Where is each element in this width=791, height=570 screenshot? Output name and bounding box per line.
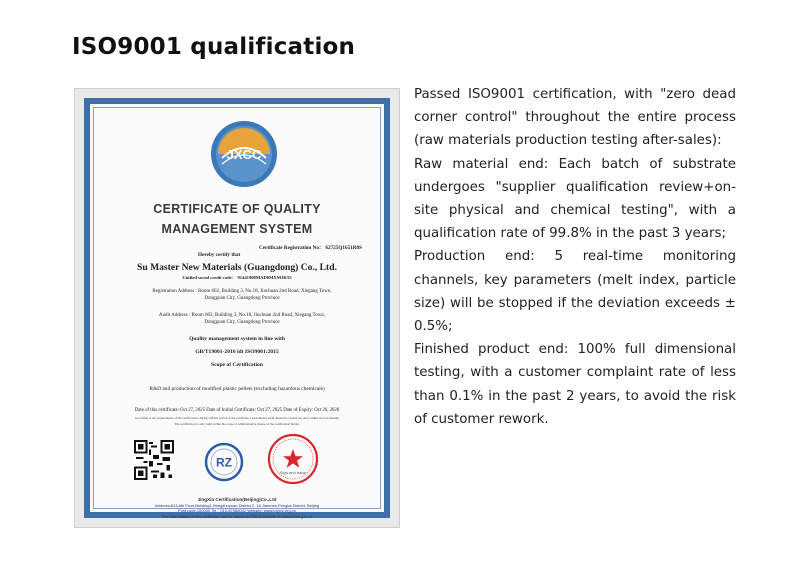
cert-company: Su Master New Materials (Guangdong) Co., Ltd.: [137, 262, 337, 273]
cert-note-2: The certification is only valid within the scope of administrative license of the certification holder.: [174, 422, 300, 426]
description-finished: Finished product end: 100% full dimensional testing, with a customer complaint rate of less than 0.1% in the past 2 years, to avoid the risk of customer rework.: [414, 342, 736, 427]
logo-text: JXCC: [226, 147, 262, 162]
cert-dates: Date of this certificate: Oct 27, 2025 Date of Initial Certificate: Oct 27, 2025 Date of Expiry: Oct 26, 2028: [134, 408, 340, 413]
cert-audit-address-line: Audit Address : Room 602, Building 3, No.18, Jinchuan 2nd Road, Xiegang Town,: [158, 313, 326, 318]
certification-logo-icon: [208, 118, 280, 190]
cert-footer: [90, 497, 384, 519]
certificate-image: [74, 88, 400, 528]
page-title: ISO9001 qualification: [72, 34, 356, 60]
cert-registration-address: [120, 288, 364, 302]
seal-label: Sign and issue: [279, 470, 307, 475]
cert-qms-line-1: Quality management system in line with: [189, 336, 285, 342]
cert-footer-info: The information of this certificate can be found on CNCA website at www.cnca.gov.cn: [161, 513, 313, 519]
description-intro: Passed ISO9001 certification, with "zero dead corner control" throughout the entire process (raw materials production testing after-sales):: [414, 87, 736, 149]
cert-footer-name: JingXin Certification(Beijing)Co.,Ltd: [197, 497, 277, 502]
cert-registration-address-line: Dongguan City, Guangdong Province: [204, 296, 280, 301]
official-seal-icon: [266, 432, 320, 486]
cert-audit-address: [120, 312, 364, 326]
cert-qms-line-2: GB/T19001-2016 idt ISO9001:2015: [195, 349, 279, 355]
cert-scope: R&D and production of modified plastic pellets (excluding hazardous chemicals): [149, 386, 325, 392]
cert-note-1: According to the requirements of the certification, during validity period of the certificate a surveillance audit should be carried out once within each 12 months.: [134, 416, 340, 420]
cert-registration-no: Certificate Registration No： 62725Q1651R0S: [258, 245, 362, 251]
description-raw-material: Raw material end: Each batch of substrate undergoes "supplier qualification review+on-site physical and chemical testing", with a qualification rate of 99.8% in the past 3 years;: [414, 156, 736, 242]
certificate-frame: [84, 98, 390, 518]
qr-code-icon: [134, 440, 174, 480]
cert-audit-address-line: Dongguan City, Guangdong Province: [204, 320, 280, 325]
cert-hereby: Hereby certify that: [198, 252, 241, 258]
cert-registration-address-line: Registration Address : Room 602, Building 3, No.18, Jinchuan 2nd Road, Xiegang Town,: [152, 289, 332, 294]
rz-logo-icon: [204, 442, 244, 482]
cert-scope-title: Scope of Certification: [211, 362, 263, 368]
rz-text: RZ: [216, 455, 232, 470]
cert-credit-code: Unified social credit code： 91441900MAD0MXMJK55: [182, 275, 292, 280]
description: [414, 83, 736, 431]
description-production: Production end: 5 real-time monitoring channels, key parameters (melt index, particle size) will be stopped if the deviation exceeds ± 0.5%;: [414, 249, 736, 335]
cert-footer-post: Post code:100000 Tel：010-87588032 Website: www.bxjxrz.org.cn: [177, 508, 297, 514]
cert-heading-2: MANAGEMENT SYSTEM: [161, 222, 313, 236]
cert-heading-1: CERTIFICATE OF QUALITY: [153, 202, 321, 216]
cert-footer-address: Address:813,8th Floor,Building1,Hongzhuyuan District 2, 18 Jianmen,Fengtai District, Beijing: [154, 502, 320, 508]
